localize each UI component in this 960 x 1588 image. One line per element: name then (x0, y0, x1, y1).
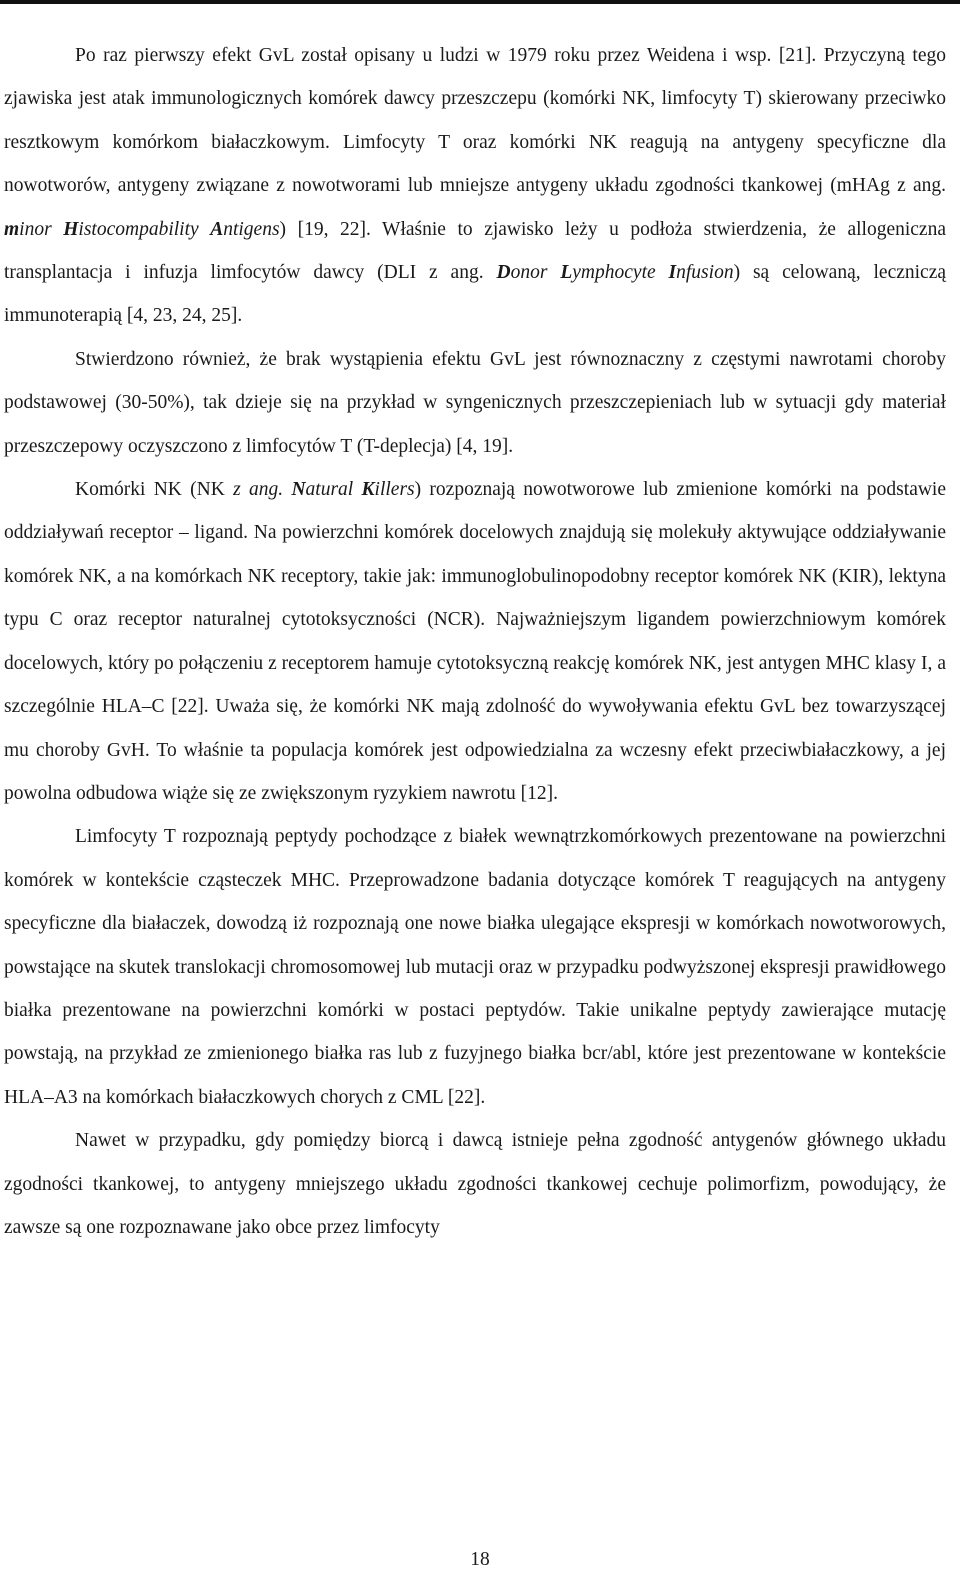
page-body (4, 34, 946, 1249)
emphasis-text: A (210, 218, 224, 240)
paragraph-text: Po raz pierwszy efekt GvL został opisany u ludzi w 1979 roku przez Weidena i wsp. [21]. Przyczyną tego zjawiska jest atak immunologicznych komórek dawcy przeszczepu (komórki NK, limfocyty T) skierowany przeciwko resztkowym komórkom białaczkowym. Limfocyty T oraz komórki NK reagują na antygeny specyficzne dla nowotworów, antygeny związane z nowotworami lub mniejsze antygeny układu zgodności tkankowej (mHAg z ang. (4, 45, 946, 197)
paragraph-text: ) są celowaną, leczniczą immunoterapią [4, 23, 24, 25]. (4, 262, 947, 327)
paragraph-t-lymphocytes: Limfocyty T rozpoznają peptydy pochodzące z białek wewnątrzkomórkowych prezentowane na powierzchni komórek w kontekście cząsteczek MHC. Przeprowadzone badania dotyczące komórek T reagujących na antygeny specyficzne dla białaczek, dowodzą iż rozpoznają one nowe białka ulegające ekspresji w komórkach nowotworowych, powstające na skutek translokacji chromosomowej lub mutacji oraz w przypadku podwyższonej ekspresji prawidłowego białka prezentowane na powierzchni komórki w postaci peptydów. Takie unikalne peptydy zawierające mutację powstają, na przykład ze zmienionego białka ras lub z fuzyjnego białka bcr/abl, które jest prezentowane w kontekście HLA–A3 na komórkach białaczkowych chorych z CML [22]. (4, 826, 946, 1108)
paragraph-nk-cells (4, 468, 946, 815)
italic-text: nfusion (676, 262, 734, 284)
paragraph-minor-antigens: Nawet w przypadku, gdy pomiędzy biorcą i dawcą istnieje pełna zgodność antygenów głównego układu zgodności tkankowej, to antygeny mniejszego układu zgodności tkankowej cechuje polimorfizm, powodujący, że zawsze są one rozpoznawane jako obce przez limfocyty (4, 1130, 946, 1238)
italic-text: ntigens (223, 218, 280, 240)
italic-text: inor (19, 218, 64, 240)
italic-text: z ang. (233, 479, 292, 501)
italic-text: onor (510, 262, 561, 284)
italic-text: ymphocyte (572, 262, 669, 284)
emphasis-text: K (361, 479, 375, 501)
paragraph-gvl-discovery (4, 34, 946, 338)
emphasis-text: L (560, 262, 573, 284)
paragraph-text: ) rozpoznają nowotworowe lub zmienione komórki na podstawie oddziaływań receptor – ligand. Na powierzchni komórek docelowych znajdują się molekuły aktywujące oddziaływanie komórek NK, a na komórkach NK receptory, takie jak: immunoglobulinopodobny receptor komórek NK (KIR), lektyna typu C oraz receptor naturalnej cytotoksyczności (NCR). Najważniejszym ligandem powierzchniowym komórek docelowych, który po połączeniu z receptorem hamuje cytotoksyczną reakcję komórek NK, jest antygen MHC klasy I, a szczególnie HLA–C [22]. Uważa się, że komórki NK mają zdolność do wywoływania efektu GvL bez towarzyszącej mu choroby GvH. To właśnie ta populacja komórek jest odpowiedzialna za wczesny efekt przeciwbiałaczkowy, a jej powolna odbudowa wiąże się ze zwiększonym ryzykiem nawrotu [12]. (4, 479, 947, 804)
page-number: 18 (470, 1549, 490, 1570)
italic-text: illers (374, 479, 415, 501)
emphasis-text: D (496, 262, 511, 284)
emphasis-text: H (63, 218, 79, 240)
paragraph-gvl-absence: Stwierdzono również, że brak wystąpienia efektu GvL jest równoznaczny z częstymi nawrotami choroby podstawowej (30-50%), tak dzieje się na przykład w syngenicznych przeszczepieniach lub w sytuacji gdy materiał przeszczepowy oczyszczono z limfocytów T (T-deplecja) [4, 19]. (4, 348, 946, 457)
emphasis-text: N (291, 479, 306, 501)
emphasis-text: I (668, 262, 677, 284)
top-rule (0, 0, 960, 4)
italic-text: istocompability (78, 218, 211, 240)
italic-text: atural (305, 479, 362, 501)
paragraph-text: Komórki NK (NK (75, 479, 234, 501)
emphasis-text: m (4, 218, 20, 240)
paragraph-text: ) [19, 22]. Właśnie to zjawisko leży u podłoża stwierdzenia, że allogeniczna transplantacja i infuzja limfocytów dawcy (DLI z ang. (4, 218, 946, 284)
